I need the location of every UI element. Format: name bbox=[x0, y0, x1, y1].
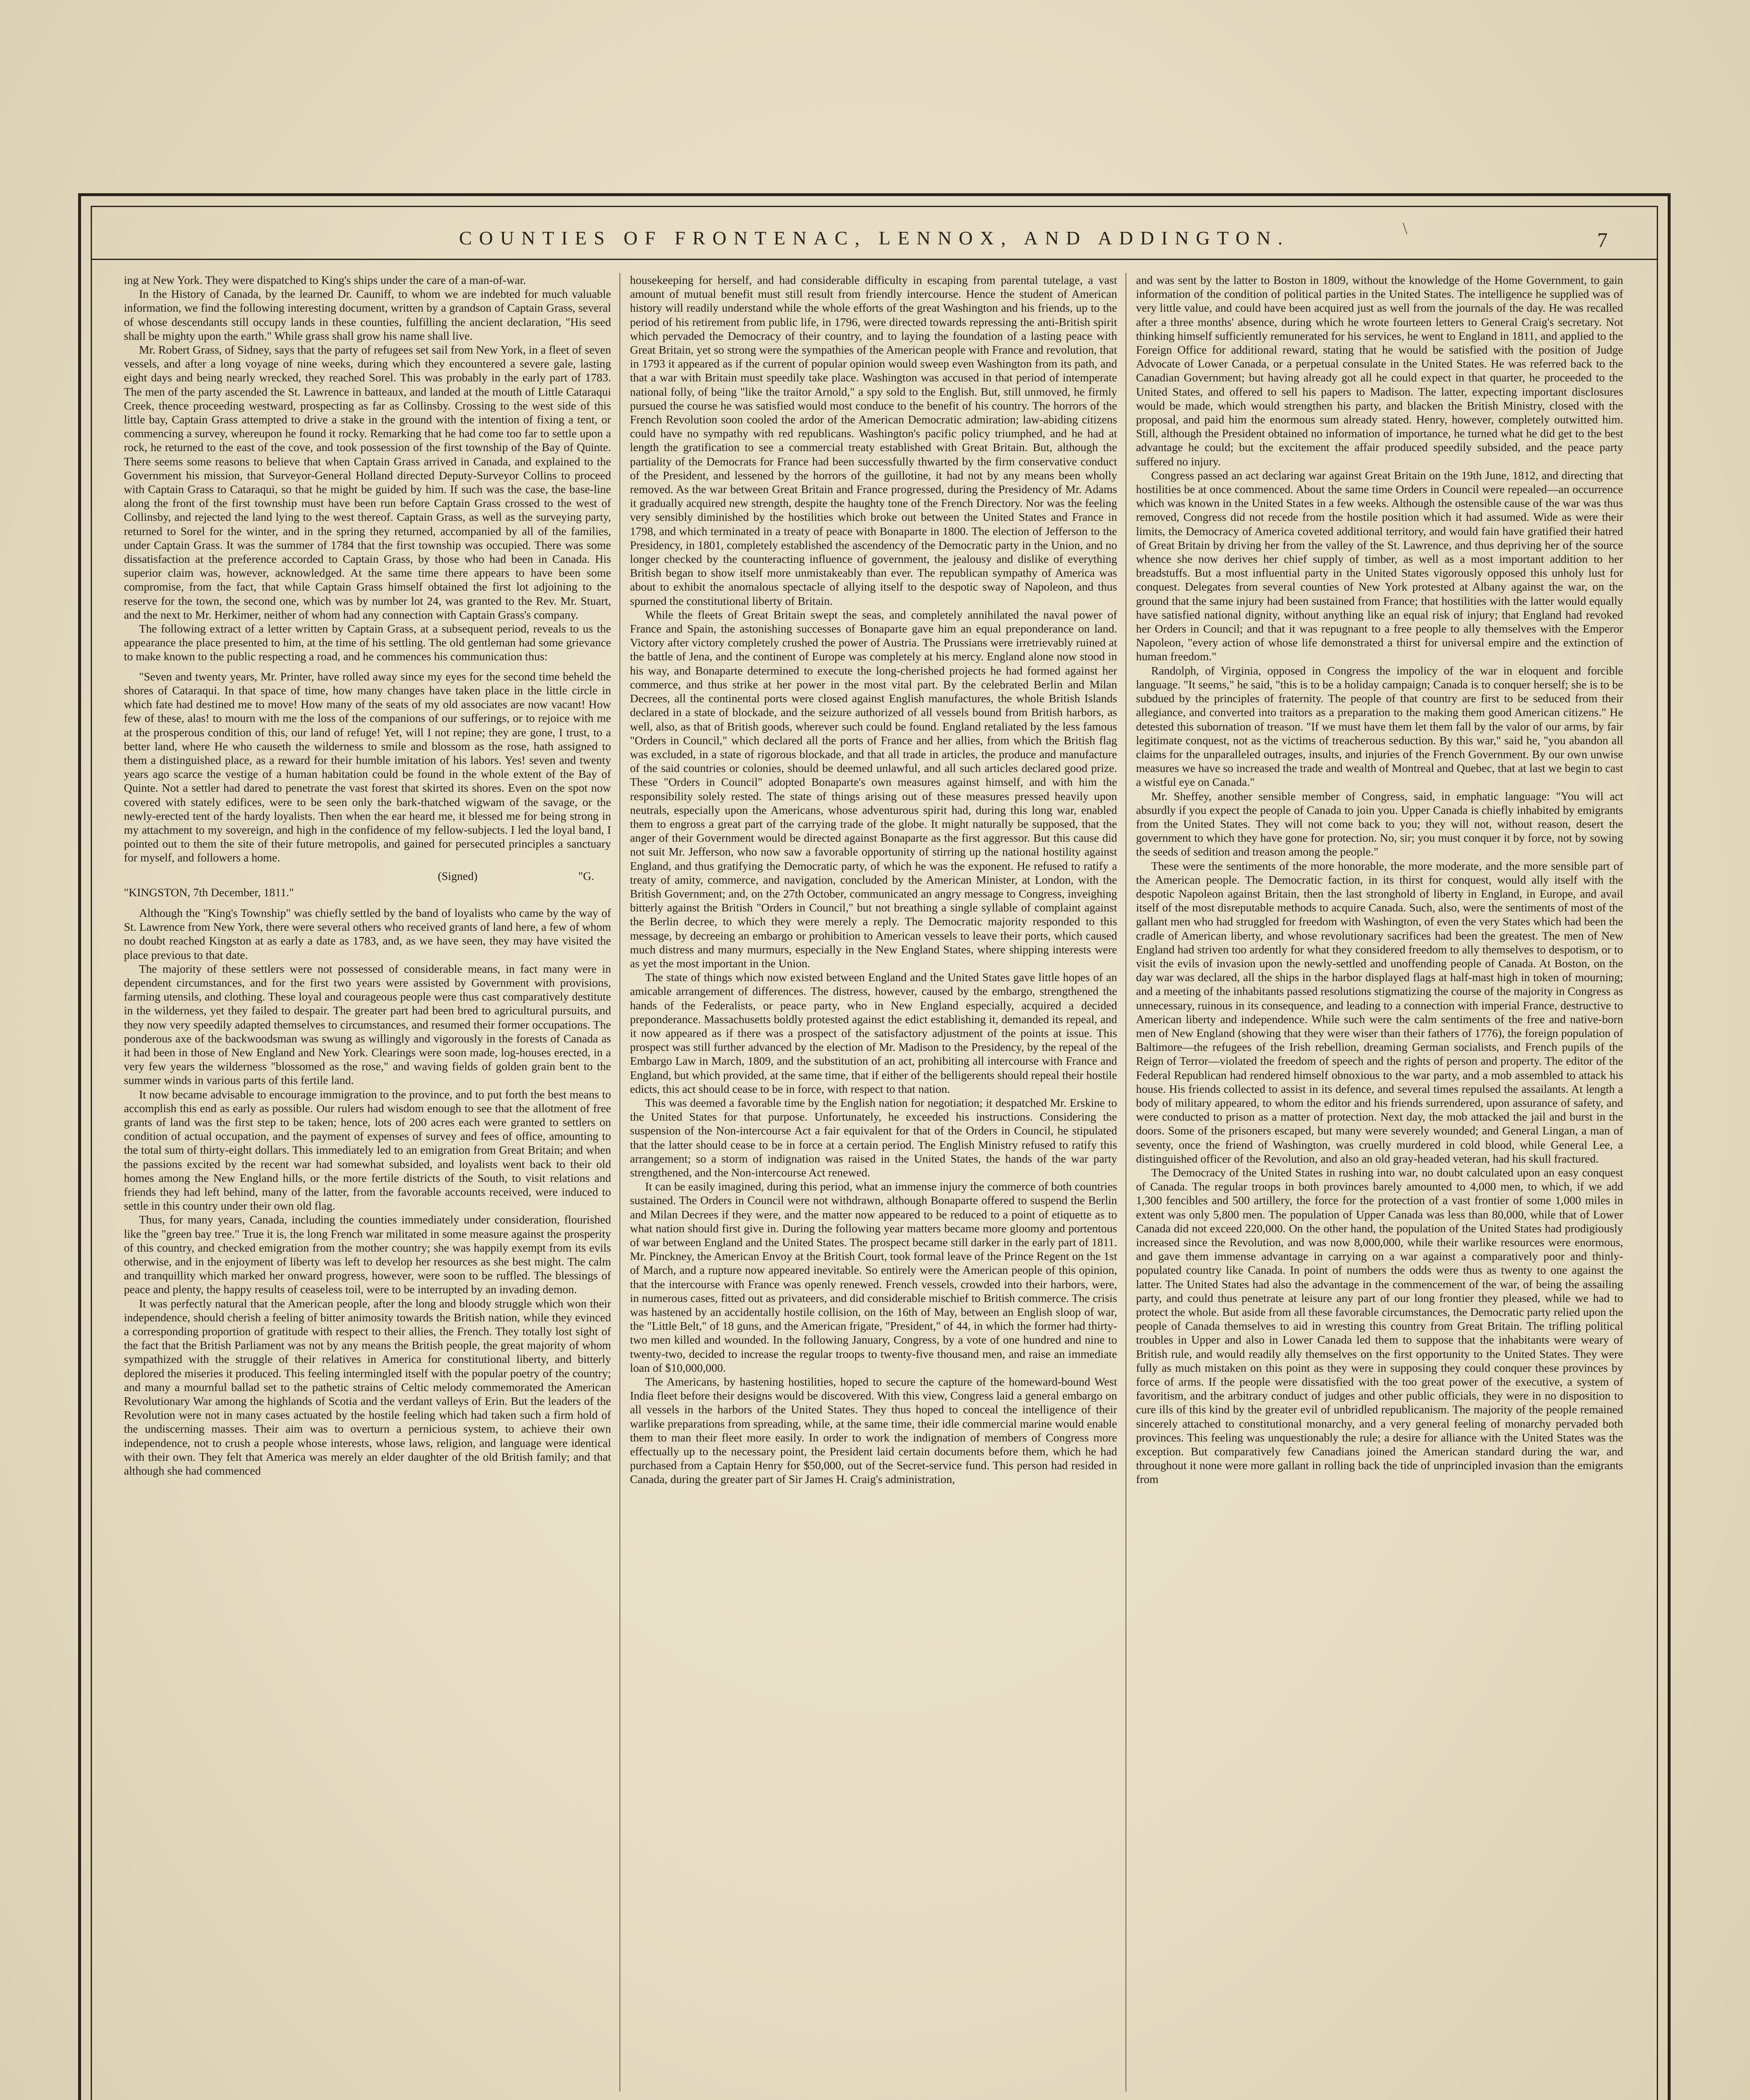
stray-mark: \ bbox=[1403, 219, 1408, 238]
letter-signature bbox=[124, 869, 611, 883]
paragraph: Randolph, of Virginia, opposed in Congress the impolicy of the war in eloquent and forcible language. "It seems," he said, "this is to be a holiday campaign; Canada is to conquer herself; she is to be subdued by the principles of fraternity. The people of that country are first to be seduced from their allegiance, and converted into traitors as a preparation to the making them good American citizens." He detested this subornation of treason. "If we must have them let them fall by the valor of our arms, by fair legitimate conquest, not as the victims of treacherous seduction. By this war," said he, "you abandon all claims for the unparalleled outrages, insults, and injuries of the French Government. By our own unwise measures we have so increased the trade and wealth of Montreal and Quebec, that at last we begin to cast a wistful eye on Canada." bbox=[1136, 664, 1623, 789]
paragraph: It now became advisable to encourage immigration to the province, and to put forth the best means to accomplish this end as early as possible. Our rulers had wisdom enough to see that the allotment of free grants of land was the first step to be taken; hence, lots of 200 acres each were granted to settlers on condition of actual occupation, and the payment of expenses of survey and fees of office, amounting to the total sum of thirty-eight dollars. This immediately led to an emigration from Great Britain; and when the passions excited by the recent war had somewhat subsided, and loyalists went back to their old homes among the New England hills, or the more fertile districts of the South, to visit relations and friends they had left behind, many of the latter, from the favorable accounts received, were induced to settle in this country under their own old flag. bbox=[124, 1087, 611, 1213]
page-header bbox=[91, 227, 1658, 260]
text-column-2 bbox=[630, 273, 1117, 2092]
signed-label: (Signed) bbox=[438, 869, 478, 882]
paragraph: This was deemed a favorable time by the English nation for negotiation; it despatched Mr. Erskine to the United States for that purpose. Unfortunately, he exceeded his instructions. Considering the suspension of the Non-intercourse Act a fair equivalent for that of the Orders in Council, he stipulated that the latter should cease to be in force at a certain period. The English Ministry refused to ratify this arrangement; so a storm of indignation was raised in the United States, the hands of the war party strengthened, and the Non-intercourse Act renewed. bbox=[630, 1096, 1117, 1179]
column-divider bbox=[619, 273, 620, 2092]
quoted-letter: "Seven and twenty years, Mr. Printer, have rolled away since my eyes for the second time beheld the shores of Cataraqui. In that space of time, how many changes have taken place in the little circle in which fate had destined me to move! How many of the seats of my old associates are now vacant! How few of these, alas! to mourn with me the loss of the companions of our sufferings, or to rejoice with me at the prosperous condition of this, our land of refuge! Yet, will I not repine; they are gone, I trust, to a better land, where He who causeth the wilderness to smile and blossom as the rose, hath assigned to them a distinguished place, as a reward for their humble imitation of his labors. Yes! seven and twenty years ago scarce the vestige of a human habitation could be found in the whole extent of the Bay of Quinte. Not a settler had dared to penetrate the vast forest that skirted its shores. Even on the spot now covered with stately edifices, were to be seen only the bark-thatched wigwam of the savage, or the newly-erected tent of the hardy loyalists. Then when the ear heard me, it blessed me for being strong in my attachment to my sovereign, and high in the confidence of my fellow-subjects. I led the loyal band, I pointed out to them the site of their future metropolis, and gained for persecuted principles a sanctuary for myself, and followers a home. bbox=[124, 669, 611, 864]
paragraph: It can be easily imagined, during this period, what an immense injury the commerce of both countries sustained. The Orders in Council were not withdrawn, although Bonaparte offered to suspend the Berlin and Milan Decrees if they were, and the matter now appeared to be reduced to a point of etiquette as to what nation should first give in. During the following year matters became more gloomy and portentous of war between England and the United States. The prospect became still darker in the early part of 1811. Mr. Pinckney, the American Envoy at the British Court, took formal leave of the Prince Regent on the 1st of March, and a rupture now appeared inevitable. So entirely were the American people of this opinion, that the intercourse with France was openly renewed. French vessels, crowded into their harbors, were, in numerous cases, fitted out as privateers, and did considerable mischief to British commerce. The crisis was hastened by an accidentally hostile collision, on the 16th of May, between an English sloop of war, the "Little Belt," of 18 guns, and the American frigate, "President," of 44, in which the former had thirty-two men killed and wounded. In the following January, Congress, by a vote of one hundred and nine to twenty-two, decided to increase the regular troops to twenty-five thousand men, and raise an immediate loan of $10,000,000. bbox=[630, 1180, 1117, 1374]
paragraph: housekeeping for herself, and had considerable difficulty in escaping from parental tutelage, a vast amount of mutual benefit must still result from friendly intercourse. Hence the student of American history will readily understand while the whole efforts of the great Washington and his friends, up to the period of his retirement from public life, in 1796, were directed towards repressing the anti-British spirit which pervaded the Democracy of their country, and to laying the foundation of a lasting peace with Great Britain, yet so strong were the sympathies of the American people with France and revolution, that in 1793 it appeared as if the current of popular opinion would sweep even Washington from its path, and that a war with Britain must speedily take place. Washington was accused in that period of intemperate national folly, of being "like the traitor Arnold," a spy sold to the English. But, still unmoved, he firmly pursued the course he was satisfied would most conduce to the benefit of his country. The horrors of the French Revolution soon cooled the ardor of the American Democratic admiration; law-abiding citizens could have no sympathy with red republicans. Washington's pacific policy triumphed, and he had at length the gratification to see a commercial treaty established with Great Britain. But, although the partiality of the Democrats for France had been successfully thwarted by the firm conservative conduct of the President, and lessened by the horrors of the guillotine, it had not by any means been wholly removed. As the war between Great Britain and France progressed, during the Presidency of Mr. Adams it gradually acquired new strength, despite the haughty tone of the French Directory. Nor was the feeling very sensibly diminished by the hostilities which broke out between the United States and France in 1798, and which terminated in a treaty of peace with Bonaparte in 1800. The election of Jefferson to the Presidency, in 1801, completely established the ascendency of the Democratic party in the Union, and no longer checked by the counteracting influence of government, the jealousy and dislike of everything British began to show itself more unmistakeably than ever. The republican sympathy of America was about to exhibit the anomalous spectacle of allying itself to the despotic sway of Napoleon, and thus spurned the constitutional liberty of Britain. bbox=[630, 273, 1117, 607]
letter-place-date: "KINGSTON, 7th December, 1811." bbox=[124, 885, 294, 899]
text-column-1 bbox=[124, 273, 611, 2092]
running-title: COUNTIES OF FRONTENAC, LENNOX, AND ADDINGTON. bbox=[459, 227, 1290, 249]
paragraph: The Democracy of the United States in rushing into war, no doubt calculated upon an easy conquest of Canada. The regular troops in both provinces barely amounted to 4,000 men, to which, if we add 1,300 fencibles and 500 artillery, the force for the protection of a vast frontier of some 1,000 miles in extent was only 5,800 men. The population of Upper Canada was less than 80,000, while that of Lower Canada did not exceed 220,000. On the other hand, the population of the United States had prodigiously increased since the Revolution, and was now 8,000,000, while their warlike resources were enormous, and gave them immense advantage in carrying on a war against a comparatively poor and thinly-populated country like Canada. In point of numbers the odds were thus as twenty to one against the latter. The United States had also the advantage in the commencement of the war, of being the assailing party, and could thus penetrate at leisure any part of our long frontier they pleased, while we had to protect the whole. But aside from all these favorable circumstances, the Democratic party relied upon the people of Canada themselves to aid in wresting this country from Great Britain. The trifling political troubles in Upper and also in Lower Canada led them to suppose that the inhabitants were weary of British rule, and would readily ally themselves on the first opportunity to the United States. They were fully as much mistaken on this point as they were in supposing they could conquer these provinces by force of arms. If the people were dissatisfied with the too great power of the executive, a system of favoritism, and the arbitrary conduct of judges and other public officials, they were in no disposition to cure ills of this kind by the greater evil of unbridled republicanism. The majority of the people remained sincerely attached to constitutional monarchy, and a very general feeling of monarchy pervaded both provinces. This feeling was unquestionably the rule; a desire for alliance with the United States was the exception. But comparatively few Canadians joined the American standard during the war, and throughout it none were more gallant in rolling back the tide of unprincipled invasion than the emigrants from bbox=[1136, 1166, 1623, 1486]
paragraph: These were the sentiments of the more honorable, the more moderate, and the more sensible part of the American people. The Democratic faction, in its thirst for conquest, would ally itself with the despotic Napoleon against Britain, then the last stronghold of liberty in England, in Europe, and avail itself of the most disreputable methods to acquire Canada. Such, also, were the sentiments of most of the gallant men who had struggled for freedom with Washington, of even the very States which had been the cradle of American liberty, and whose revolutionary sacrifices had been the greatest. The men of New England had striven too ardently for what they considered freedom to ally themselves to despotism, or to visit the evils of invasion upon the newly-settled and unoffending people of Canada. At Boston, on the day war was declared, all the ships in the harbor displayed flags at half-mast high in token of mourning; and a meeting of the inhabitants passed resolutions stigmatizing the course of the majority in Congress as unnecessary, ruinous in its consequence, and leading to a connection with imperial France, destructive to American liberty and independence. While such were the calm sentiments of the free and native-born men of New England (showing that they were wiser than their fathers of 1776), the foreign population of Baltimore—the refugees of the Irish rebellion, dreaming German socialists, and French pupils of the Reign of Terror—violated the freedom of speech and the rights of person and property. The editor of the Federal Republican had rendered himself obnoxious to the war party, and a mob assembled to attack his house. His friends collected to assist in its defence, and several times repulsed the assailants. At length a body of military appeared, to whom the editor and his friends surrendered, upon assurance of safety, and were conducted to prison as a matter of protection. Next day, the mob attacked the jail and burst in the doors. Some of the prisoners escaped, but many were severely wounded; and General Lingan, a man of seventy, once the friend of Washington, was cruelly murdered in cold blood, while General Lee, a distinguished officer of the Revolution, and also an old gray-headed veteran, had his skull fractured. bbox=[1136, 859, 1623, 1165]
paragraph: and was sent by the latter to Boston in 1809, without the knowledge of the Home Government, to gain information of the condition of political parties in the United States. The intelligence he supplied was of very little value, and could have been acquired just as well from the journals of the day. He was recalled after a three months' absence, during which he wrote fourteen letters to General Craig's secretary. Not thinking himself sufficiently remunerated for his services, he went to England in 1811, and applied to the Foreign Office for additional reward, stating that he would be satisfied with the position of Judge Advocate of Lower Canada, or a perpetual consulate in the United States. He was referred back to the Canadian Government; but having already got all he could expect in that quarter, he proceeded to the United States, and offered to sell his papers to Madison. The latter, expecting important disclosures would be made, which would strengthen his party, and blacken the British Ministry, closed with the proposal, and paid him the enormous sum already stated. Henry, however, completely outwitted him. Still, although the President obtained no information of importance, he turned what he did get to the best advantage he could; but the excitement the affair produced speedily subsided, and the peace party suffered no injury. bbox=[1136, 273, 1623, 468]
paragraph: The state of things which now existed between England and the United States gave little hopes of an amicable arrangement of differences. The distress, however, caused by the embargo, strengthened the hands of the Federalists, or peace party, who in New England especially, acquired a decided preponderance. Massachusetts boldly protested against the edict establishing it, demanded its repeal, and it now appeared as if there was a prospect of the satisfactory adjustment of the points at issue. This prospect was still further advanced by the election of Mr. Madison to the Presidency, by the repeal of the Embargo Law in March, 1809, and the substitution of an act, prohibiting all intercourse with France and England, but which provided, at the same time, that if either of the belligerents should repeal their hostile edicts, this act should cease to be in force, with respect to that nation. bbox=[630, 971, 1117, 1095]
paragraph: ing at New York. They were dispatched to King's ships under the care of a man-of-war. bbox=[124, 273, 526, 286]
paragraph: The following extract of a letter written by Captain Grass, at a subsequent period, reveals to us the appearance the place presented to him, at the time of his settling. The old gentleman had some grievance to make known to the public respecting a road, and he commences his communication thus: bbox=[124, 622, 611, 663]
paragraph: Mr. Robert Grass, of Sidney, says that the party of refugees set sail from New York, in a fleet of seven vessels, and after a long voyage of nine weeks, during which they encountered a severe gale, lasting eight days and being nearly wrecked, they reached Sorel. This was probably in the early part of 1783. The men of the party ascended the St. Lawrence in batteaux, and landed at the mouth of Little Cataraqui Creek, thence proceeding westward, prospecting as far as Collinsby. Crossing to the west side of this little bay, Captain Grass attempted to drive a stake in the ground with the intention of fixing a tent, or commencing a survey, whereupon he found it rocky. Remarking that he had come too far to settle upon a rock, he returned to the east of the cove, and took possession of the first township of the Bay of Quinte. There seems some reasons to believe that when Captain Grass arrived in Canada, and explained to the Government his mission, that Surveyor-General Holland directed Deputy-Surveyor Collins to proceed with Captain Grass to Cataraqui, so that he might be guided by him. If such was the case, the base-line along the front of the first township must have been run before Captain Grass crossed to the west of Collinsby, and rejected the land lying to the west thereof. Captain Grass, as well as the surveying party, returned to Sorel for the winter, and in the spring they returned, accompanied by all of the families, under Captain Grass. It was the summer of 1784 that the first township was occupied. There was some dissatisfaction at the preference accorded to Captain Grass, by those who had been in Canada. His superior claim was, however, acknowledged. At the same time there appears to have been some compromise, from the fact, that while Captain Grass himself obtained the first lot adjoining to the reserve for the town, the second one, which was by number lot 24, was granted to the Rev. Mr. Stuart, and the next to Mr. Herkimer, neither of whom had any connection with Captain Grass's company. bbox=[124, 343, 611, 621]
paragraph: While the fleets of Great Britain swept the seas, and completely annihilated the naval power of France and Spain, the astonishing successes of Bonaparte gave him an equal preponderance on land. Victory after victory completely crushed the power of Austria. The Prussians were irretrievably ruined at the battle of Jena, and the continent of Europe was completely at his mercy. England alone now stood in his way, and Bonaparte determined to execute the long-cherished projects he had formed against her commerce, and thus strike at her power in the most vital part. By the celebrated Berlin and Milan Decrees, all the continental ports were closed against English manufactures, the whole British Islands declared in a state of blockade, and the seizure authorized of all vessels bound from British harbors, as well, also, as that of British goods, wherever such could be found. England retaliated by the less famous "Orders in Council," which declared all the ports of France and her allies, from which the British flag was excluded, in a state of rigorous blockade, and that all trade in articles, the produce and manufacture of the said countries or colonies, should be deemed unlawful, and all such articles declared good prize. These "Orders in Council" adopted Bonaparte's own measures against himself, and with him the responsibility solely rested. The state of things arising out of these measures pressed heavily upon neutrals, especially upon the Americans, whose adventurous spirit had, during this long war, enabled them to engross a great part of the carrying trade of the globe. It might naturally be supposed, that the anger of their Government would be directed against Bonaparte as the first aggressor. But this cause did not suit Mr. Jefferson, who now saw a favorable opportunity of stirring up the national hostility against England, and thus gratifying the Democratic party, of which he was the exponent. He refused to ratify a treaty of amity, commerce, and navigation, concluded by the American Minister, at London, with the British Government; and, on the 27th October, communicated an angry message to Congress, inveighing bitterly against the British "Orders in Council," but not breathing a single syllable of complaint against the Berlin decree, to which they were merely a reply. The Democratic majority responded to this message, by decreeing an embargo or prohibition to American vessels to leave their ports, which caused much distress and many murmurs, especially in the New England States, where shipping interests were as yet the most important in the Union. bbox=[630, 608, 1117, 970]
paragraph: Mr. Sheffey, another sensible member of Congress, said, in emphatic language: "You will act absurdly if you expect the people of Canada to join you. Upper Canada is chiefly inhabited by emigrants from the United States. They will not come back to you; they will not, without reason, desert the government to which they have gone for protection. No, sir; you must conquer it by force, not by sowing the seeds of sedition and treason among the people." bbox=[1136, 789, 1623, 858]
paragraph: Thus, for many years, Canada, including the counties immediately under consideration, flourished like the "green bay tree." True it is, the long French war militated in some measure against the prosperity of this country, and checked emigration from the mother country; she was happily exempt from its evils otherwise, and in the enjoyment of liberty was left to develop her resources as she best might. The calm and tranquillity which marked her onward progress, however, were soon to be ruffled. The blessings of peace and plenty, the happy results of ceaseless toil, were to be interrupted by an invading demon. bbox=[124, 1213, 611, 1296]
paragraph: Congress passed an act declaring war against Great Britain on the 19th June, 1812, and directing that hostilities be at once commenced. About the same time Orders in Council were repealed—an occurrence which was known in the United States in a few weeks. Although the ostensible cause of the war was thus removed, Congress did not recede from the hostile position which it had assumed. Wide as were their limits, the Democracy of America coveted additional territory, and would fain have gratified their hatred of Great Britain by driving her from the valley of the St. Lawrence, and thus depriving her of the source whence she now derives her chief supply of timber, as well as a most important addition to her breadstuffs. But a most influential party in the United States vigorously opposed this unholy lust for conquest. Delegates from several counties of New York protested at Albany against the war, on the ground that the same injury had been sustained from France; that hostilities with the latter would equally have satisfied national dignity, without anything like an equal risk of injury; that England had revoked her Orders in Council; and that it was repugnant to a free people to ally themselves with the Emperor Napoleon, "every action of whose life demonstrated a thirst for universal empire and the extinction of human freedom." bbox=[1136, 468, 1623, 663]
paragraph: In the History of Canada, by the learned Dr. Cauniff, to whom we are indebted for much valuable information, we find the following interesting document, written by a grandson of Captain Grass, several of whose descendants still occupy lands in these counties, fulfilling the ancient declaration, "His seed shall be mighty upon the earth." While grass shall grow his name shall live. bbox=[124, 287, 611, 342]
page-number: 7 bbox=[1597, 228, 1608, 252]
signed-initial: "G. bbox=[578, 869, 594, 882]
text-column-3 bbox=[1136, 273, 1623, 2092]
paragraph: The Americans, by hastening hostilities, hoped to secure the capture of the homeward-bound West India fleet before their designs would be discovered. With this view, Congress laid a general embargo on all vessels in the harbors of the United States. They thus hoped to conceal the intelligence of their warlike preparations from spreading, while, at the same time, their idle commercial marine would enable them to man their fleet more easily. In order to work the indignation of members of Congress more effectually up to the necessary point, the President laid certain documents before them, which he had purchased from a Captain Henry for $50,000, out of the Secret-service fund. This person had resided in Canada, during the greater part of Sir James H. Craig's administration, bbox=[630, 1375, 1117, 1486]
header-rule bbox=[91, 259, 1658, 260]
paragraph: It was perfectly natural that the American people, after the long and bloody struggle which won their independence, should cherish a feeling of bitter animosity towards the British nation, while they evinced a corresponding proportion of gratitude with respect to their allies, the French. They totally lost sight of the fact that the British Parliament was not by any means the British people, the great majority of whom sympathized with the struggle of their relatives in America for constitutional liberty, and bitterly deplored the miseries it produced. This feeling intermingled itself with the popular poetry of the country; and many a mournful ballad set to the pathetic strains of Celtic melody commemorated the American Revolutionary War among the highlands of Scotia and the verdant valleys of Erin. But the leaders of the Revolution were not in many cases actuated by the hostile feeling which had taken such a firm hold of the undiscerning masses. Their aim was to overturn a pernicious system, to achieve their own independence, not to crush a people whose interests, whose laws, religion, and language were identical with their own. They felt that America was merely an elder daughter of the old British family; and that although she had commenced bbox=[124, 1297, 611, 1478]
paragraph: Although the "King's Township" was chiefly settled by the band of loyalists who came by the way of St. Lawrence from New York, there were several others who received grants of land here, a few of whom no doubt reached Kingston at as early a date as 1783, and, as we have seen, they may have visited the place previous to that date. bbox=[124, 906, 611, 961]
paragraph: The majority of these settlers were not possessed of considerable means, in fact many were in dependent circumstances, and for the first two years were assisted by Government with provisions, farming utensils, and clothing. These loyal and courageous people were thus cast comparatively destitute in the wilderness, yet they failed to despair. The greater part had been bred to agricultural pursuits, and they now very speedily adapted themselves to circumstances, and resumed their former occupations. The ponderous axe of the backwoodsman was swung as willingly and vigorously in the forests of Canada as it had been in those of New England and New York. Clearings were soon made, log-houses erected, in a very few years the wilderness "blossomed as the rose," and waving fields of golden grain bent to the summer winds in various parts of this fertile land. bbox=[124, 962, 611, 1087]
